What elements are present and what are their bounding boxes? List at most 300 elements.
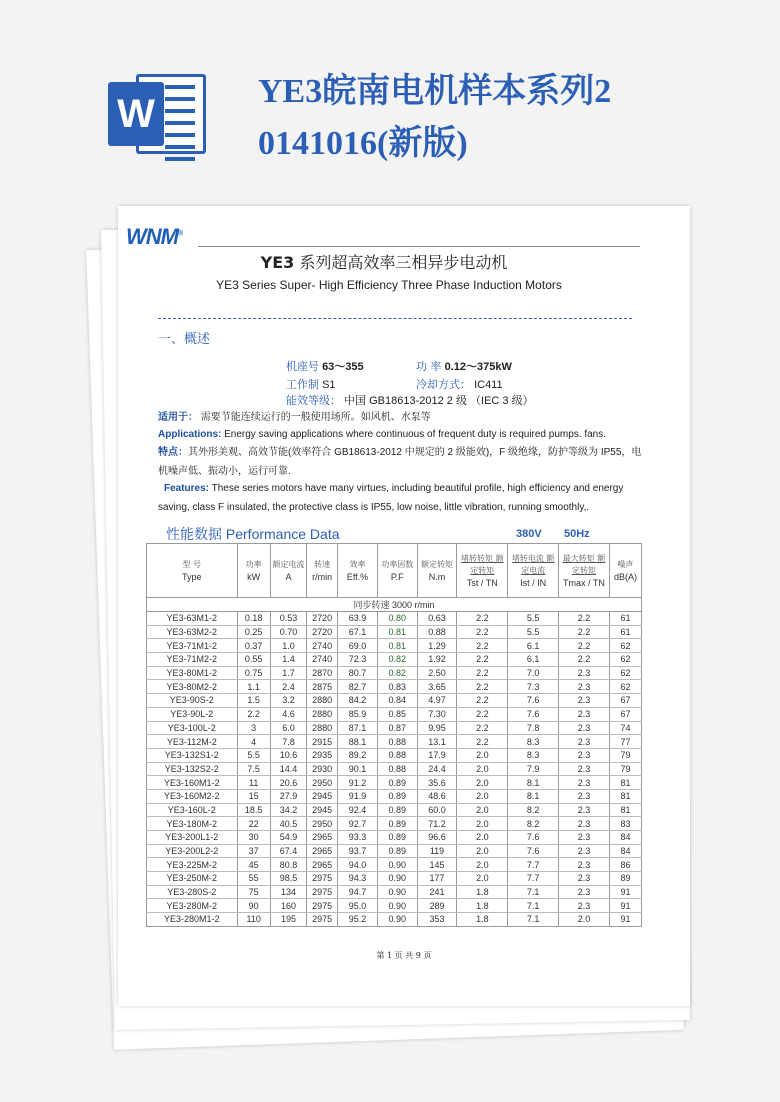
column-header [457, 544, 508, 598]
column-header-cn: 转速 [314, 559, 331, 569]
cell-eff: 84.2 [338, 694, 378, 708]
cell-speed: 2975 [307, 872, 338, 886]
cell-ist: 5.5 [508, 612, 559, 626]
cell-tmax: 2.3 [559, 831, 610, 845]
cell-pf: 0.87 [377, 721, 417, 735]
table-row [147, 625, 642, 639]
cell-speed: 2720 [307, 625, 338, 639]
cell-tmax: 2.3 [559, 694, 610, 708]
cell-current: 67.4 [270, 844, 306, 858]
cell-eff: 90.1 [338, 762, 378, 776]
cell-torque: 35.6 [417, 776, 457, 790]
cell-speed: 2740 [307, 653, 338, 667]
cell-noise: 61 [609, 625, 641, 639]
cell-noise: 84 [609, 844, 641, 858]
cell-current: 0.53 [270, 612, 306, 626]
cell-eff: 80.7 [338, 666, 378, 680]
table-row [147, 858, 642, 872]
cell-tst: 2.0 [457, 803, 508, 817]
document-page [118, 206, 690, 1006]
cell-pf: 0.81 [377, 639, 417, 653]
column-header-cn: 堵转电流 额定电流 [511, 553, 555, 575]
performance-table [146, 543, 642, 927]
cell-pf: 0.84 [377, 694, 417, 708]
cell-kw: 11 [237, 776, 270, 790]
cell-eff: 91.2 [338, 776, 378, 790]
cell-eff: 82.7 [338, 680, 378, 694]
cell-tst: 1.8 [457, 885, 508, 899]
cell-current: 1.0 [270, 639, 306, 653]
cell-pf: 0.82 [377, 666, 417, 680]
cell-pf: 0.90 [377, 913, 417, 927]
cell-tst: 2.0 [457, 789, 508, 803]
cell-current: 4.6 [270, 707, 306, 721]
cell-current: 34.2 [270, 803, 306, 817]
column-header-cn: 功率因数 [381, 559, 414, 569]
cell-tmax: 2.3 [559, 817, 610, 831]
cell-tst: 2.0 [457, 762, 508, 776]
cell-tst: 2.2 [457, 653, 508, 667]
cell-kw: 5.5 [237, 748, 270, 762]
cell-pf: 0.80 [377, 612, 417, 626]
column-header-cn: 额定电流 [272, 559, 305, 569]
cell-speed: 2880 [307, 707, 338, 721]
cell-torque: 71.2 [417, 817, 457, 831]
cell-noise: 84 [609, 831, 641, 845]
cell-torque: 7.30 [417, 707, 457, 721]
cell-tmax: 2.3 [559, 735, 610, 749]
cell-type: YE3-63M1-2 [147, 612, 238, 626]
cell-noise: 62 [609, 639, 641, 653]
table-row [147, 680, 642, 694]
column-header [508, 544, 559, 598]
column-header-en: Ist / IN [520, 577, 547, 588]
cell-torque: 3.65 [417, 680, 457, 694]
column-header-cn: 型 号 [182, 559, 202, 569]
cell-pf: 0.89 [377, 789, 417, 803]
efficiency-spec: 能效等级： 中国 GB18613-2012 2 级 （IEC 3 级） [286, 394, 534, 407]
column-header [237, 544, 270, 598]
cell-speed: 2975 [307, 913, 338, 927]
cell-ist: 8.3 [508, 735, 559, 749]
cell-tmax: 2.3 [559, 789, 610, 803]
column-header [609, 544, 641, 598]
cell-ist: 8.1 [508, 776, 559, 790]
cell-eff: 95.0 [338, 899, 378, 913]
cell-torque: 289 [417, 899, 457, 913]
column-header-cn: 堵转转矩 额定转矩 [461, 553, 504, 575]
cell-speed: 2950 [307, 817, 338, 831]
cell-tst: 2.2 [457, 707, 508, 721]
cell-torque: 145 [417, 858, 457, 872]
cell-eff: 94.3 [338, 872, 378, 886]
cell-pf: 0.81 [377, 625, 417, 639]
cell-current: 54.9 [270, 831, 306, 845]
table-row [147, 803, 642, 817]
cell-pf: 0.82 [377, 653, 417, 667]
cell-ist: 7.6 [508, 831, 559, 845]
cell-current: 27.9 [270, 789, 306, 803]
cell-pf: 0.90 [377, 872, 417, 886]
cooling-spec: 冷却方式： IC411 [416, 378, 503, 391]
cell-torque: 96.6 [417, 831, 457, 845]
cell-speed: 2950 [307, 776, 338, 790]
cell-eff: 93.3 [338, 831, 378, 845]
cell-noise: 91 [609, 899, 641, 913]
cell-eff: 67.1 [338, 625, 378, 639]
cell-noise: 79 [609, 762, 641, 776]
cell-ist: 7.7 [508, 872, 559, 886]
cell-speed: 2945 [307, 803, 338, 817]
cell-noise: 89 [609, 872, 641, 886]
column-header-en: P.F [390, 571, 404, 582]
cell-type: YE3-71M2-2 [147, 653, 238, 667]
cell-tmax: 2.2 [559, 639, 610, 653]
cell-noise: 83 [609, 817, 641, 831]
cell-tst: 2.2 [457, 639, 508, 653]
column-header [307, 544, 338, 598]
cell-tmax: 2.3 [559, 721, 610, 735]
cell-torque: 60.0 [417, 803, 457, 817]
cell-eff: 93.7 [338, 844, 378, 858]
cell-tst: 2.0 [457, 831, 508, 845]
cell-type: YE3-160M2-2 [147, 789, 238, 803]
cell-speed: 2975 [307, 899, 338, 913]
cell-tst: 2.0 [457, 776, 508, 790]
cell-current: 14.4 [270, 762, 306, 776]
cell-current: 6.0 [270, 721, 306, 735]
cell-type: YE3-132S2-2 [147, 762, 238, 776]
column-header-en: Tst / TN [466, 577, 498, 588]
table-row [147, 817, 642, 831]
cell-ist: 7.6 [508, 844, 559, 858]
cell-kw: 0.55 [237, 653, 270, 667]
column-header-cn: 最大转矩 额定转矩 [562, 553, 606, 575]
cell-kw: 55 [237, 872, 270, 886]
cell-type: YE3-100L-2 [147, 721, 238, 735]
cell-torque: 119 [417, 844, 457, 858]
cell-noise: 91 [609, 885, 641, 899]
cell-ist: 8.2 [508, 817, 559, 831]
table-row [147, 707, 642, 721]
column-header-en: Eff.% [346, 571, 369, 582]
cell-current: 40.5 [270, 817, 306, 831]
cell-ist: 5.5 [508, 625, 559, 639]
cell-tst: 2.0 [457, 844, 508, 858]
cell-current: 195 [270, 913, 306, 927]
frame-spec: 机座号 63～355 [286, 360, 364, 373]
header-cn: YE3 系列超高效率三相异步电动机 [260, 253, 508, 272]
cell-pf: 0.89 [377, 776, 417, 790]
cell-noise: 67 [609, 694, 641, 708]
cell-noise: 67 [609, 707, 641, 721]
power-spec: 功 率 0.12～375kW [416, 360, 512, 373]
cell-current: 1.4 [270, 653, 306, 667]
cell-tmax: 2.3 [559, 776, 610, 790]
cell-type: YE3-200L1-2 [147, 831, 238, 845]
cell-type: YE3-80M2-2 [147, 680, 238, 694]
cell-torque: 353 [417, 913, 457, 927]
table-row [147, 721, 642, 735]
cell-kw: 37 [237, 844, 270, 858]
cell-type: YE3-132S1-2 [147, 748, 238, 762]
page-footer: 第 1 页 共 9 页 [376, 951, 432, 960]
cell-tmax: 2.3 [559, 858, 610, 872]
cell-speed: 2880 [307, 721, 338, 735]
cell-ist: 7.1 [508, 885, 559, 899]
cell-noise: 91 [609, 913, 641, 927]
cell-kw: 110 [237, 913, 270, 927]
cell-pf: 0.88 [377, 748, 417, 762]
cell-pf: 0.90 [377, 858, 417, 872]
cell-tst: 2.2 [457, 694, 508, 708]
cell-tst: 2.2 [457, 612, 508, 626]
cell-ist: 7.1 [508, 913, 559, 927]
cell-type: YE3-280S-2 [147, 885, 238, 899]
cell-type: YE3-180M-2 [147, 817, 238, 831]
cell-ist: 7.1 [508, 899, 559, 913]
cell-ist: 8.3 [508, 748, 559, 762]
cell-kw: 7.5 [237, 762, 270, 776]
column-header [270, 544, 306, 598]
cell-noise: 81 [609, 803, 641, 817]
cell-ist: 7.9 [508, 762, 559, 776]
column-header [417, 544, 457, 598]
cell-noise: 81 [609, 789, 641, 803]
cell-kw: 15 [237, 789, 270, 803]
cell-pf: 0.88 [377, 735, 417, 749]
cell-tmax: 2.3 [559, 748, 610, 762]
cell-tst: 1.8 [457, 913, 508, 927]
cell-ist: 7.6 [508, 707, 559, 721]
cell-speed: 2945 [307, 789, 338, 803]
dashed-divider [158, 318, 632, 319]
cell-tst: 2.2 [457, 735, 508, 749]
cell-tmax: 2.2 [559, 653, 610, 667]
cell-kw: 0.75 [237, 666, 270, 680]
cell-kw: 1.5 [237, 694, 270, 708]
section-title: 一、概述 [158, 332, 211, 347]
word-file-icon: W [108, 68, 208, 160]
table-row [147, 831, 642, 845]
cell-current: 10.6 [270, 748, 306, 762]
column-header-en: A [285, 571, 292, 582]
cell-kw: 2.2 [237, 707, 270, 721]
cell-eff: 72.3 [338, 653, 378, 667]
cell-torque: 177 [417, 872, 457, 886]
cell-speed: 2875 [307, 680, 338, 694]
cell-current: 20.6 [270, 776, 306, 790]
cell-tmax: 2.0 [559, 913, 610, 927]
cell-speed: 2930 [307, 762, 338, 776]
cell-type: YE3-160L-2 [147, 803, 238, 817]
column-header [147, 544, 238, 598]
table-row [147, 872, 642, 886]
table-row [147, 612, 642, 626]
cell-pf: 0.89 [377, 831, 417, 845]
table-row [147, 762, 642, 776]
cell-noise: 62 [609, 653, 641, 667]
cell-kw: 0.37 [237, 639, 270, 653]
table-row [147, 899, 642, 913]
cell-speed: 2880 [307, 694, 338, 708]
cell-pf: 0.83 [377, 680, 417, 694]
cell-eff: 63.9 [338, 612, 378, 626]
cell-speed: 2870 [307, 666, 338, 680]
cell-tst: 2.0 [457, 872, 508, 886]
cell-ist: 8.2 [508, 803, 559, 817]
cell-pf: 0.90 [377, 899, 417, 913]
cell-type: YE3-160M1-2 [147, 776, 238, 790]
cell-speed: 2965 [307, 831, 338, 845]
cell-ist: 8.1 [508, 789, 559, 803]
table-row [147, 735, 642, 749]
cell-type: YE3-90L-2 [147, 707, 238, 721]
cell-ist: 7.7 [508, 858, 559, 872]
cell-torque: 1.29 [417, 639, 457, 653]
cell-noise: 62 [609, 666, 641, 680]
column-header-cn: 功率 [245, 559, 262, 569]
cell-current: 1.7 [270, 666, 306, 680]
cell-tst: 2.0 [457, 817, 508, 831]
cell-pf: 0.89 [377, 817, 417, 831]
cell-type: YE3-80M1-2 [147, 666, 238, 680]
cell-noise: 86 [609, 858, 641, 872]
cell-torque: 48.6 [417, 789, 457, 803]
cell-speed: 2975 [307, 885, 338, 899]
column-header [559, 544, 610, 598]
cell-torque: 4.97 [417, 694, 457, 708]
cell-noise: 77 [609, 735, 641, 749]
cell-torque: 0.88 [417, 625, 457, 639]
table-row [147, 653, 642, 667]
cell-kw: 1.1 [237, 680, 270, 694]
cell-kw: 90 [237, 899, 270, 913]
cell-tmax: 2.3 [559, 680, 610, 694]
cell-eff: 88.1 [338, 735, 378, 749]
cell-current: 80.8 [270, 858, 306, 872]
column-header-en: r/min [312, 571, 333, 582]
cell-tmax: 2.3 [559, 885, 610, 899]
cell-torque: 1.92 [417, 653, 457, 667]
cell-tmax: 2.2 [559, 625, 610, 639]
cell-pf: 0.90 [377, 885, 417, 899]
column-header-cn: 额定转矩 [421, 559, 454, 569]
cell-eff: 94.7 [338, 885, 378, 899]
cell-eff: 95.2 [338, 913, 378, 927]
table-row [147, 639, 642, 653]
cell-torque: 17.9 [417, 748, 457, 762]
cell-eff: 91.9 [338, 789, 378, 803]
cell-noise: 79 [609, 748, 641, 762]
cell-kw: 18.5 [237, 803, 270, 817]
cell-kw: 45 [237, 858, 270, 872]
column-header-en: Tmax / TN [563, 577, 605, 588]
duty-spec: 工作制 S1 [286, 378, 336, 391]
cell-tmax: 2.3 [559, 707, 610, 721]
cell-ist: 6.1 [508, 653, 559, 667]
applications-text: Applications: Energy saving applications where continuous of frequent duty is required pumps. fans. [158, 429, 607, 440]
cell-type: YE3-280M1-2 [147, 913, 238, 927]
cell-ist: 7.0 [508, 666, 559, 680]
column-header-en: dB(A) [613, 571, 637, 582]
cell-tst: 1.8 [457, 899, 508, 913]
cell-eff: 85.9 [338, 707, 378, 721]
cell-type: YE3-90S-2 [147, 694, 238, 708]
cell-current: 2.4 [270, 680, 306, 694]
cell-type: YE3-71M1-2 [147, 639, 238, 653]
cell-ist: 7.3 [508, 680, 559, 694]
cell-kw: 0.25 [237, 625, 270, 639]
cell-current: 134 [270, 885, 306, 899]
cell-tst: 2.0 [457, 858, 508, 872]
cell-kw: 22 [237, 817, 270, 831]
features-en-text: Features: These series motors have many virtues, including beautiful profile, high efficiency and energy saving, class F insulated, the protective class is IP55, low noise, little vibration, running smoothly,. [158, 483, 624, 513]
cell-type: YE3-225M-2 [147, 858, 238, 872]
sync-speed-row: 同步转速 3000 r/min [147, 598, 642, 612]
cell-speed: 2740 [307, 639, 338, 653]
cell-torque: 9.95 [417, 721, 457, 735]
cell-torque: 13.1 [417, 735, 457, 749]
column-header-cn: 噪声 [617, 559, 634, 569]
cell-noise: 61 [609, 612, 641, 626]
cell-eff: 94.0 [338, 858, 378, 872]
cell-tst: 2.2 [457, 721, 508, 735]
cell-type: YE3-112M-2 [147, 735, 238, 749]
cell-tst: 2.2 [457, 666, 508, 680]
cell-speed: 2965 [307, 844, 338, 858]
cell-pf: 0.89 [377, 803, 417, 817]
cell-speed: 2965 [307, 858, 338, 872]
cell-current: 98.5 [270, 872, 306, 886]
cell-tmax: 2.3 [559, 872, 610, 886]
cell-tmax: 2.2 [559, 612, 610, 626]
cell-torque: 0.63 [417, 612, 457, 626]
cell-eff: 69.0 [338, 639, 378, 653]
table-row [147, 776, 642, 790]
column-header [377, 544, 417, 598]
cell-tmax: 2.3 [559, 666, 610, 680]
cell-type: YE3-280M-2 [147, 899, 238, 913]
cell-current: 3.2 [270, 694, 306, 708]
cell-ist: 7.8 [508, 721, 559, 735]
cell-tmax: 2.3 [559, 762, 610, 776]
cell-type: YE3-63M2-2 [147, 625, 238, 639]
frequency: 50Hz [564, 528, 590, 540]
cell-eff: 92.4 [338, 803, 378, 817]
cell-torque: 241 [417, 885, 457, 899]
cell-eff: 92.7 [338, 817, 378, 831]
document-title: YE3皖南电机样本系列20141016(新版) [258, 73, 612, 162]
cell-noise: 81 [609, 776, 641, 790]
column-header-en: kW [247, 571, 261, 582]
usage-text: 适用于： 需要节能连续运行的一般使用场所。如风机、水泵等 [158, 412, 431, 423]
wnm-logo: WNM® [126, 224, 183, 249]
cell-tmax: 2.3 [559, 899, 610, 913]
column-header-en: N.m [428, 571, 446, 582]
cell-noise: 62 [609, 680, 641, 694]
cell-ist: 7.6 [508, 694, 559, 708]
cell-speed: 2915 [307, 735, 338, 749]
table-row [147, 885, 642, 899]
cell-ist: 6.1 [508, 639, 559, 653]
cell-kw: 30 [237, 831, 270, 845]
cell-type: YE3-250M-2 [147, 872, 238, 886]
divider [198, 246, 640, 247]
cell-type: YE3-200L2-2 [147, 844, 238, 858]
column-header-en: Type [182, 571, 202, 582]
features-cn-text: 特点：其外形美观、高效节能(效率符合 GB18613-2012 中规定的 2 级能效)，F 级绝缘，防护等级为 IP55，电机噪声低、振动小，运行可靠. [158, 447, 642, 477]
